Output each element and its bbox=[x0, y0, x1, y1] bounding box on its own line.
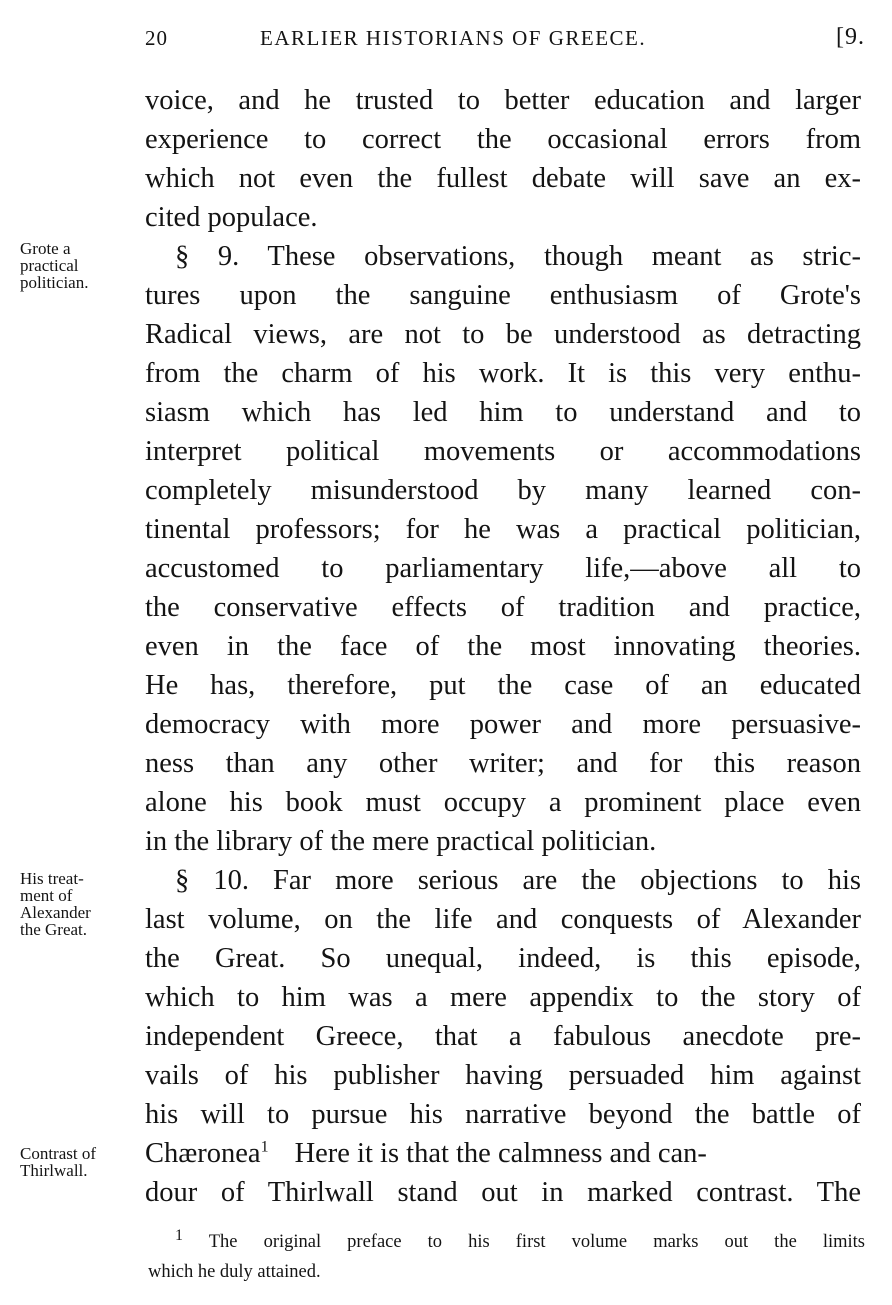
running-title: EARLIER HISTORIANS OF GREECE. bbox=[260, 26, 647, 50]
footnote-marker: 1 bbox=[175, 1226, 183, 1244]
section-mark: [9. bbox=[836, 24, 865, 50]
body-line: dour of Thirlwall stand out in marked contrast. The bbox=[145, 1177, 861, 1208]
body-line: tinental professors; for he was a practical politician, bbox=[145, 514, 861, 545]
body-line-chaeronea bbox=[145, 1135, 861, 1173]
body-line: the Great. So unequal, indeed, is this episode, bbox=[145, 943, 861, 974]
body-line: interpret political movements or accommodations bbox=[145, 436, 861, 467]
body-line: ness than any other writer; and for this reason bbox=[145, 748, 861, 779]
body-line: experience to correct the occasional errors from bbox=[145, 124, 861, 155]
footnote-line-2: which he duly attained. bbox=[148, 1262, 321, 1282]
body-line: his will to pursue his narrative beyond the battle of bbox=[145, 1099, 861, 1130]
body-line: completely misunderstood by many learned con- bbox=[145, 475, 861, 506]
body-line: the conservative effects of tradition and practice, bbox=[145, 592, 861, 623]
margin-note-grote bbox=[20, 240, 138, 291]
body-line: democracy with more power and more persuasive- bbox=[145, 709, 861, 740]
body-line: vails of his publisher having persuaded him against bbox=[145, 1060, 861, 1091]
body-line: which not even the fullest debate will save an ex- bbox=[145, 163, 861, 194]
chaeronea-rest: Here it is that the calmness and can- bbox=[294, 1138, 707, 1169]
body-line: voice, and he trusted to better education and larger bbox=[145, 85, 861, 116]
body-line: which to him was a mere appendix to the story of bbox=[145, 982, 861, 1013]
page-number: 20 bbox=[145, 26, 168, 50]
footnote-text: The original preface to his first volume marks out the limits bbox=[208, 1232, 865, 1252]
margin-note-line: Alexander bbox=[20, 903, 91, 922]
body-line: even in the face of the most innovating theories. bbox=[145, 631, 861, 662]
body-line: accustomed to parliamentary life,—above all to bbox=[145, 553, 861, 584]
body-line: last volume, on the life and conquests of Alexander bbox=[145, 904, 861, 935]
margin-note-line: Contrast of bbox=[20, 1144, 97, 1163]
body-line: cited populace. bbox=[145, 202, 318, 233]
body-line: siasm which has led him to understand and to bbox=[145, 397, 861, 428]
margin-note-line: His treat- bbox=[20, 869, 84, 888]
margin-note-line: practical bbox=[20, 256, 79, 275]
body-line: in the library of the mere practical politician. bbox=[145, 826, 657, 857]
running-header bbox=[145, 24, 865, 58]
footnote-ref: 1 bbox=[260, 1138, 269, 1156]
margin-note-thirlwall bbox=[20, 1145, 138, 1179]
body-line: § 10. Far more serious are the objections to his bbox=[175, 865, 861, 896]
chaeronea-word: Chæronea bbox=[145, 1138, 261, 1169]
body-line: alone his book must occupy a prominent place even bbox=[145, 787, 861, 818]
body-line: Radical views, are not to be understood as detracting bbox=[145, 319, 861, 350]
footnote-line-1 bbox=[175, 1227, 865, 1257]
margin-note-line: Grote a bbox=[20, 239, 71, 258]
margin-note-line: politician. bbox=[20, 273, 89, 292]
body-line: He has, therefore, put the case of an educated bbox=[145, 670, 861, 701]
margin-note-alexander bbox=[20, 870, 138, 938]
body-line: independent Greece, that a fabulous anecdote pre- bbox=[145, 1021, 861, 1052]
margin-note-line: Thirlwall. bbox=[20, 1161, 88, 1180]
margin-note-line: ment of bbox=[20, 886, 73, 905]
body-line: from the charm of his work. It is this very enthu- bbox=[145, 358, 861, 389]
margin-note-line: the Great. bbox=[20, 920, 88, 939]
body-line: tures upon the sanguine enthusiasm of Grote's bbox=[145, 280, 861, 311]
body-line: § 9. These observations, though meant as stric- bbox=[175, 241, 861, 272]
